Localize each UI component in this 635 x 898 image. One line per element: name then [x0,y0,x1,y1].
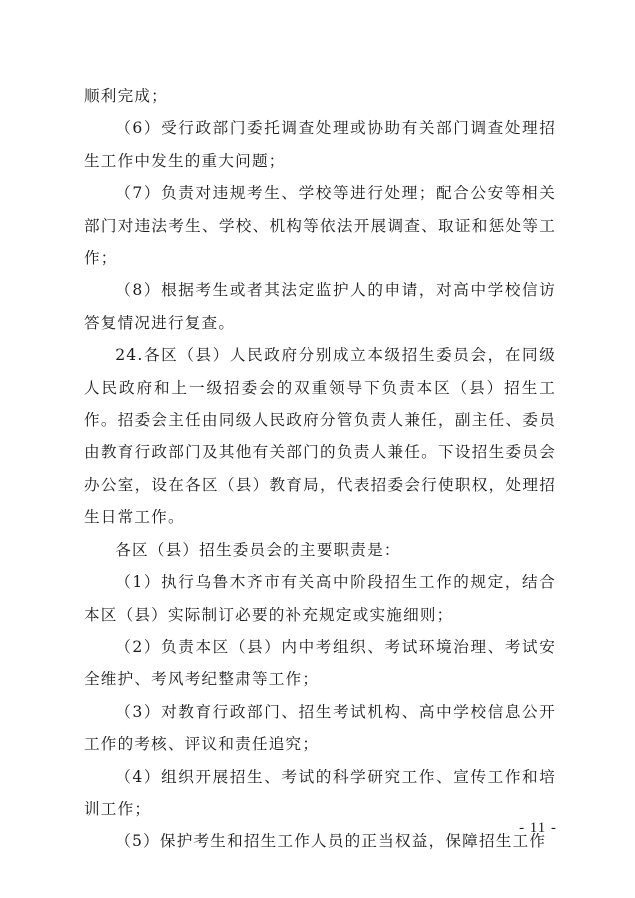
paragraph-duty-3: （3）对教育行政部门、招生考试机构、高中学校信息公开工作的考核、评议和责任追究； [84,702,556,754]
paragraph-item-6: （6）受行政部门委托调查处理或协助有关部门调查处理招生工作中发生的重大问题； [84,119,556,170]
paragraph-continuation: 顺利完成； [84,87,168,105]
paragraph-duty-5: （5）保护考生和招生工作人员的正当权益，保障招生工作 [115,832,547,851]
body-text [84,80,556,858]
paragraph-duties-intro: 各区（县）招生委员会的主要职责是： [115,540,401,559]
paragraph-article-24: 24.各区（县）人民政府分别成立本级招生委员会，在同级人民政府和上一级招委会的双重领导下负责本区（县）招生工作。招委会主任由同级人民政府分管负责人兼任，副主任、委员由教育行政部门及其他有关部门的负责人兼任。下设招生委员会办公室，设在各区（县）教育局，代表招委会行使职权，处理招生日常工作。 [84,346,556,527]
paragraph-duty-1: （1）执行乌鲁木齐市有关高中阶段招生工作的规定，结合本区（县）实际制订必要的补充规定或实施细则； [84,573,556,624]
paragraph-item-7: （7）负责对违规考生、学校等进行处理；配合公安等相关部门对违法考生、学校、机构等依法开展调查、取证和惩处等工作； [84,184,556,268]
paragraph-item-8: （8）根据考生或者其法定监护人的申请，对高中学校信访答复情况进行复查。 [84,281,556,332]
paragraph-duty-2: （2）负责本区（县）内中考组织、考试环境治理、考试安全维护、考风考纪整肃等工作； [84,637,556,689]
paragraph-duty-4: （4）组织开展招生、考试的科学研究工作、宣传工作和培训工作； [84,767,556,818]
page-number: - 11 - [519,820,557,836]
